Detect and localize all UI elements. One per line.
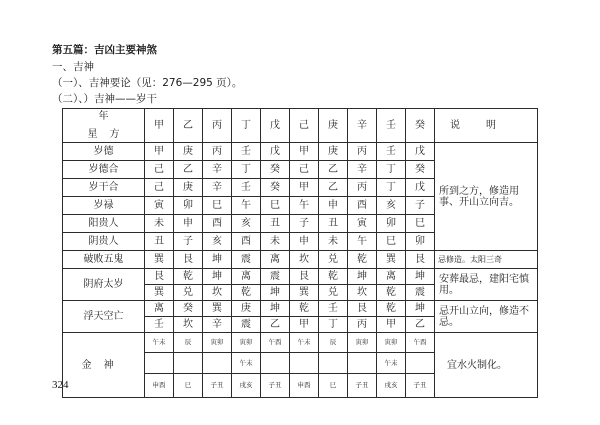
cell: 艮 <box>406 251 435 269</box>
cell: 午未 <box>232 353 261 374</box>
cell: 午酉 <box>261 333 290 353</box>
cell: 未 <box>145 215 174 233</box>
cell <box>203 353 232 374</box>
cell: 卯 <box>174 197 203 215</box>
stem-header: 癸 <box>406 109 435 143</box>
page-number: 324 <box>52 379 69 391</box>
cell: 乾 <box>348 251 377 269</box>
cell: 申 <box>174 215 203 233</box>
cell: 癸 <box>261 161 290 179</box>
cell <box>261 353 290 374</box>
cell: 子丑 <box>203 374 232 398</box>
cell: 乙 <box>406 317 435 333</box>
stem-header: 乙 <box>174 109 203 143</box>
cell: 艮 <box>145 269 174 285</box>
row-label: 破败五鬼 <box>63 251 145 269</box>
row-label: 岁德 <box>63 143 145 161</box>
cell: 乙 <box>261 317 290 333</box>
cell: 子 <box>174 233 203 251</box>
cell: 震 <box>232 317 261 333</box>
cell: 申 <box>290 233 319 251</box>
stem-header: 丙 <box>203 109 232 143</box>
cell: 戊 <box>406 143 435 161</box>
cell: 丁 <box>377 161 406 179</box>
cell: 坎 <box>348 285 377 301</box>
table-row <box>63 269 538 285</box>
cell: 寅卯 <box>377 333 406 353</box>
cell: 震 <box>406 285 435 301</box>
cell <box>174 353 203 374</box>
cell: 兑 <box>319 251 348 269</box>
cell: 辛 <box>348 161 377 179</box>
cell: 艮 <box>348 301 377 317</box>
cell: 坤 <box>348 269 377 285</box>
cell: 坤 <box>406 301 435 317</box>
cell: 己 <box>145 179 174 197</box>
table-row <box>63 333 538 353</box>
cell <box>406 353 435 374</box>
cell: 离 <box>377 269 406 285</box>
cell: 巽 <box>377 251 406 269</box>
cell: 壬 <box>377 143 406 161</box>
cell: 巽 <box>203 301 232 317</box>
note-pobai: 忌修造。太阳三奇 <box>435 251 538 269</box>
note-futian: 忌开山立向，修造不忌。 <box>435 301 538 333</box>
cell: 甲 <box>377 317 406 333</box>
cell: 坤 <box>203 269 232 285</box>
cell: 丙 <box>348 179 377 197</box>
subsection-2: （二）、）吉神——岁干 <box>52 93 157 105</box>
row-label: 浮天空亡 <box>63 301 145 333</box>
chapter-title: 第五篇：吉凶主要神煞 <box>52 44 157 56</box>
cell: 辰 <box>319 333 348 353</box>
row-label: 岁德合 <box>63 161 145 179</box>
cell: 戊 <box>261 143 290 161</box>
cell: 丁 <box>319 317 348 333</box>
cell: 辛 <box>203 179 232 197</box>
cell <box>319 353 348 374</box>
row-label: 金神 <box>63 333 145 398</box>
cell: 子丑 <box>261 374 290 398</box>
stem-header: 己 <box>290 109 319 143</box>
cell: 子 <box>406 197 435 215</box>
cell: 坎 <box>174 317 203 333</box>
cell: 壬 <box>232 179 261 197</box>
cell: 申酉 <box>145 374 174 398</box>
cell: 寅卯 <box>348 333 377 353</box>
description-header: 说明 <box>435 109 538 143</box>
cell: 丁 <box>377 179 406 197</box>
cell: 离 <box>261 251 290 269</box>
cell: 艮 <box>174 251 203 269</box>
row-label: 岁干合 <box>63 179 145 197</box>
cell: 丙 <box>348 317 377 333</box>
cell: 乾 <box>232 285 261 301</box>
cell <box>348 353 377 374</box>
row-label: 岁禄 <box>63 197 145 215</box>
cell: 坤 <box>261 301 290 317</box>
cell: 己 <box>145 161 174 179</box>
cell: 壬 <box>319 301 348 317</box>
cell: 亥 <box>203 233 232 251</box>
cell: 酉 <box>203 215 232 233</box>
stem-header: 辛 <box>348 109 377 143</box>
cell: 庚 <box>319 143 348 161</box>
table-row <box>63 301 538 317</box>
note-auspicious: 所到之方，修造用事、开山立向吉。 <box>435 143 538 251</box>
cell: 丙 <box>348 143 377 161</box>
table-row <box>63 143 538 161</box>
cell: 坎 <box>290 251 319 269</box>
cell: 午 <box>232 197 261 215</box>
cell: 戌亥 <box>232 374 261 398</box>
cell: 未 <box>261 233 290 251</box>
cell: 巳 <box>406 215 435 233</box>
cell: 庚 <box>232 301 261 317</box>
cell: 巽 <box>145 285 174 301</box>
cell: 辛 <box>203 317 232 333</box>
row-label: 阴府太岁 <box>63 269 145 301</box>
cell: 庚 <box>174 179 203 197</box>
stem-header: 丁 <box>232 109 261 143</box>
cell: 寅 <box>145 197 174 215</box>
cell: 午未 <box>290 333 319 353</box>
stem-header: 戊 <box>261 109 290 143</box>
cell: 壬 <box>145 317 174 333</box>
cell: 午 <box>348 233 377 251</box>
stem-header: 甲 <box>145 109 174 143</box>
cell: 坤 <box>203 251 232 269</box>
shensha-table <box>62 108 538 398</box>
cell: 坎 <box>203 285 232 301</box>
cell: 乾 <box>319 269 348 285</box>
cell: 寅 <box>348 215 377 233</box>
cell: 癸 <box>261 179 290 197</box>
cell: 卯 <box>377 215 406 233</box>
stem-header: 庚 <box>319 109 348 143</box>
cell: 丑 <box>319 215 348 233</box>
cell: 甲 <box>145 143 174 161</box>
cell: 离 <box>145 301 174 317</box>
cell: 亥 <box>232 215 261 233</box>
cell: 坤 <box>261 285 290 301</box>
cell: 乙 <box>319 161 348 179</box>
corner-top: 年 <box>98 111 121 122</box>
corner-cell <box>63 109 145 143</box>
cell: 亥 <box>377 197 406 215</box>
cell: 巳 <box>203 197 232 215</box>
cell: 甲 <box>290 179 319 197</box>
cell: 戊 <box>406 179 435 197</box>
row-label: 阴贵人 <box>63 233 145 251</box>
cell: 未 <box>319 233 348 251</box>
cell: 午 <box>290 197 319 215</box>
cell: 申酉 <box>290 374 319 398</box>
cell: 申 <box>319 197 348 215</box>
cell: 卯 <box>406 233 435 251</box>
cell: 艮 <box>290 269 319 285</box>
cell: 庚 <box>174 143 203 161</box>
cell: 乾 <box>174 269 203 285</box>
corner-bottom: 星方 <box>87 129 132 140</box>
cell: 丙 <box>203 143 232 161</box>
cell: 酉 <box>348 197 377 215</box>
cell: 子 <box>290 215 319 233</box>
cell: 甲 <box>290 317 319 333</box>
stem-header: 壬 <box>377 109 406 143</box>
cell: 寅卯 <box>203 333 232 353</box>
cell <box>290 353 319 374</box>
cell: 巳 <box>319 374 348 398</box>
cell: 辰 <box>174 333 203 353</box>
note-yinfu: 安葬最忌，建阳宅慎用。 <box>435 269 538 301</box>
cell: 丑 <box>145 233 174 251</box>
subsection-1: （一）、吉神要论（见：276—295 页）。 <box>52 77 243 89</box>
section-heading: 一、吉神 <box>52 61 94 73</box>
cell: 子丑 <box>406 374 435 398</box>
row-label: 阳贵人 <box>63 215 145 233</box>
cell: 酉 <box>232 233 261 251</box>
cell: 午酉 <box>406 333 435 353</box>
cell: 巳 <box>261 197 290 215</box>
cell: 兑 <box>319 285 348 301</box>
cell: 辛 <box>203 161 232 179</box>
cell: 午未 <box>377 353 406 374</box>
cell: 乾 <box>377 301 406 317</box>
cell: 子丑 <box>348 374 377 398</box>
cell: 震 <box>232 251 261 269</box>
cell: 巽 <box>290 285 319 301</box>
cell: 乙 <box>174 161 203 179</box>
cell: 离 <box>232 269 261 285</box>
cell: 己 <box>290 161 319 179</box>
cell: 癸 <box>174 301 203 317</box>
cell: 兑 <box>174 285 203 301</box>
cell: 癸 <box>406 161 435 179</box>
cell: 甲 <box>290 143 319 161</box>
cell: 乾 <box>377 285 406 301</box>
cell <box>145 353 174 374</box>
cell: 巳 <box>174 374 203 398</box>
cell: 壬 <box>232 143 261 161</box>
header-row <box>63 109 538 143</box>
cell: 乾 <box>290 301 319 317</box>
cell: 乙 <box>319 179 348 197</box>
cell: 坤 <box>406 269 435 285</box>
cell: 午未 <box>145 333 174 353</box>
cell: 震 <box>261 269 290 285</box>
note-jinshen: 宜水火制化。 <box>435 333 538 398</box>
cell: 丁 <box>232 161 261 179</box>
cell: 戌亥 <box>377 374 406 398</box>
cell: 寅卯 <box>232 333 261 353</box>
cell: 巳 <box>377 233 406 251</box>
cell: 巽 <box>145 251 174 269</box>
cell: 丑 <box>261 215 290 233</box>
table-row <box>63 251 538 269</box>
